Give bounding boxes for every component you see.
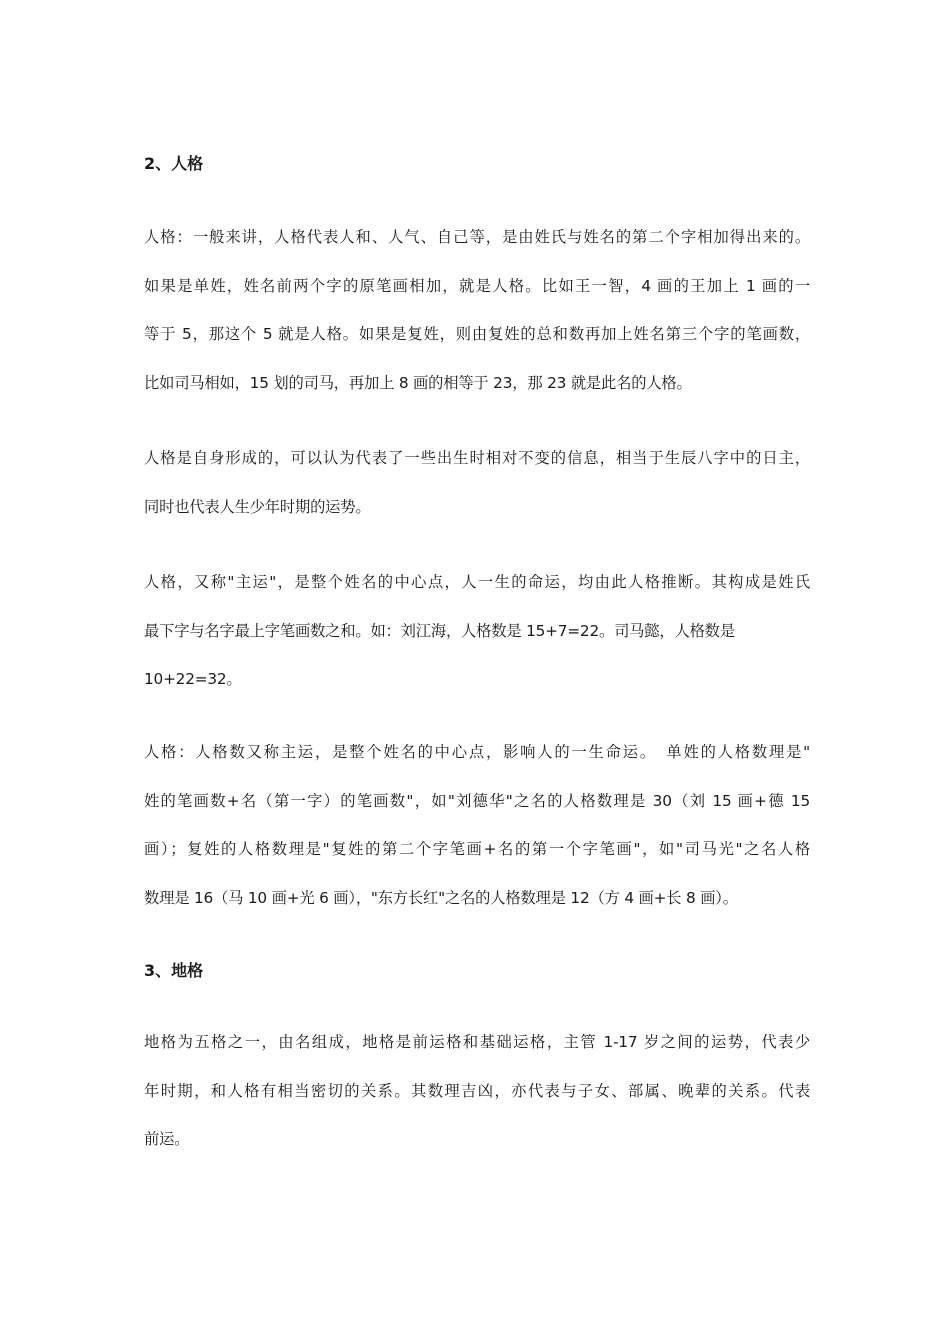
section-heading-renge: 2、人格 — [144, 154, 204, 173]
paragraph-renge-zhuyun — [144, 570, 810, 716]
text-line: 最下字与名字最上字笔画数之和。如：刘江海，人格数是 15+7=22。司马懿，人格数是 — [144, 621, 735, 640]
text-line: 地格为五格之一，由名组成，地格是前运格和基础运格，主管 1-17 岁之间的运势，代表少 — [144, 1033, 810, 1051]
paragraph-renge-definition — [144, 225, 810, 420]
text-line: 年时期，和人格有相当密切的关系。其数理吉凶，亦代表与子女、部属、晚辈的关系。代表 — [144, 1081, 810, 1100]
paragraph-renge-calculation — [144, 740, 810, 935]
section-heading-dige: 3、地格 — [144, 961, 204, 980]
text-line: 数理是 16（马 10 画+光 6 画），"东方长红"之名的人格数理是 12（方 4 画+长 8 画）。 — [144, 889, 738, 908]
text-line: 画）；复姓的人格数理是"复姓的第二个字笔画+名的第一个字笔画"，如"司马光"之名人格 — [144, 840, 810, 859]
text-line: 人格，又称"主运"，是整个姓名的中心点，人一生的命运，均由此人格推断。其构成是姓氏 — [144, 573, 810, 591]
text-line: 10+22=32。 — [144, 670, 242, 689]
text-line: 人格是自身形成的，可以认为代表了一些出生时相对不变的信息，相当于生辰八字中的日主， — [144, 449, 810, 467]
text-line: 比如司马相如，15 划的司马，再加上 8 画的相等于 23，那 23 就是此名的人格。 — [144, 374, 692, 393]
text-line: 等于 5，那这个 5 就是人格。如果是复姓，则由复姓的总和数再加上姓名第三个字的笔画数， — [144, 325, 810, 344]
paragraph-renge-meaning — [144, 446, 810, 543]
text-line: 前运。 — [144, 1130, 190, 1149]
text-line: 同时也代表人生少年时期的运势。 — [144, 497, 371, 516]
text-line: 如果是单姓，姓名前两个字的原笔画相加，就是人格。比如王一智，4 画的王加上 1 画的一 — [144, 276, 810, 295]
text-line: 人格：人格数又称主运，是整个姓名的中心点，影响人的一生命运。 单姓的人格数理是" — [144, 743, 810, 761]
text-line: 姓的笔画数+名（第一字）的笔画数"，如"刘德华"之名的人格数理是 30（刘 15 画+德 15 — [144, 791, 810, 810]
paragraph-dige-definition — [144, 1030, 810, 1176]
text-line: 人格：一般来讲，人格代表人和、人气、自己等，是由姓氏与姓名的第二个字相加得出来的。 — [144, 228, 810, 246]
